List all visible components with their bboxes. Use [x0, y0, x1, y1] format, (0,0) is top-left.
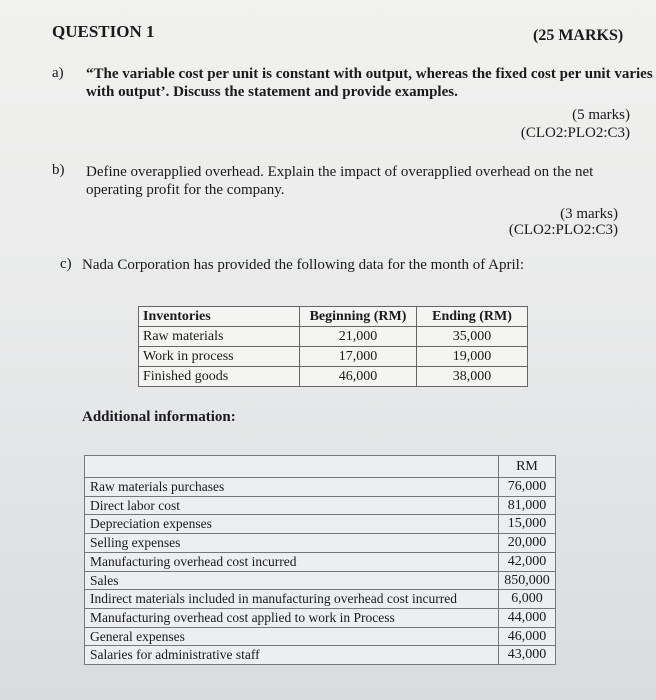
row-label: Work in process: [139, 347, 300, 367]
row-amount: 20,000: [499, 534, 556, 553]
part-b-label: b): [52, 162, 65, 178]
table-header-row: [139, 307, 528, 327]
table-row: [85, 478, 556, 497]
part-a-clo: (CLO2:PLO2:C3): [520, 125, 630, 141]
row-ending: 19,000: [417, 347, 528, 367]
row-amount: 6,000: [499, 590, 556, 609]
header-inventories: Inventories: [139, 307, 300, 327]
row-label: Sales: [85, 571, 499, 590]
row-label: Manufacturing overhead cost incurred: [85, 552, 499, 571]
row-amount: 15,000: [499, 515, 556, 534]
header-blank: [85, 456, 499, 478]
table-row: [85, 515, 556, 534]
row-beginning: 21,000: [300, 327, 417, 347]
table-row: [85, 627, 556, 646]
row-amount: 44,000: [499, 608, 556, 627]
row-amount: 76,000: [499, 478, 556, 497]
row-amount: 81,000: [499, 496, 556, 515]
table-row: [85, 534, 556, 553]
row-amount: 850,000: [499, 571, 556, 590]
part-a-label: a): [52, 65, 64, 81]
row-label: Depreciation expenses: [85, 515, 499, 534]
row-label: Salaries for administrative staff: [85, 646, 499, 665]
table-row: [85, 571, 556, 590]
table-row: [85, 552, 556, 571]
part-a-line1: “The variable cost per unit is constant with output, whereas the fixed cost per unit varies: [86, 66, 653, 82]
part-b-line1: Define overapplied overhead. Explain the impact of overapplied overhead on the net: [86, 164, 594, 180]
part-a-marks: (5 marks): [572, 107, 630, 123]
additional-info-heading: Additional information:: [82, 409, 236, 425]
row-ending: 35,000: [417, 327, 528, 347]
row-amount: 46,000: [499, 627, 556, 646]
table-row: [85, 496, 556, 515]
row-label: Selling expenses: [85, 534, 499, 553]
table-row: [85, 590, 556, 609]
table-row: [85, 646, 556, 665]
part-b-clo: (CLO2:PLO2:C3): [508, 222, 618, 238]
header-beginning: Beginning (RM): [300, 307, 417, 327]
row-label: Raw materials: [139, 327, 300, 347]
row-label: Manufacturing overhead cost applied to work in Process: [85, 608, 499, 627]
row-amount: 42,000: [499, 552, 556, 571]
part-a-line2: with output’. Discuss the statement and provide examples.: [86, 84, 458, 100]
part-c-label: c): [60, 256, 72, 272]
row-ending: 38,000: [417, 367, 528, 387]
table-header-row: [85, 456, 556, 478]
header-ending: Ending (RM): [417, 307, 528, 327]
question-title: QUESTION 1: [52, 22, 155, 41]
table-row: [139, 347, 528, 367]
part-c-text: Nada Corporation has provided the following data for the month of April:: [82, 257, 524, 273]
table-row: [85, 608, 556, 627]
row-beginning: 46,000: [300, 367, 417, 387]
header-currency: RM: [499, 456, 556, 478]
total-marks: (25 MARKS): [533, 27, 624, 44]
inventory-table: [138, 306, 528, 387]
row-label: Direct labor cost: [85, 496, 499, 515]
row-label: Finished goods: [139, 367, 300, 387]
part-b-line2: operating profit for the company.: [86, 182, 285, 198]
table-row: [139, 367, 528, 387]
row-label: Raw materials purchases: [85, 478, 499, 497]
row-beginning: 17,000: [300, 347, 417, 367]
additional-info-table: [84, 455, 556, 665]
row-amount: 43,000: [499, 646, 556, 665]
row-label: General expenses: [85, 627, 499, 646]
row-label: Indirect materials included in manufacturing overhead cost incurred: [85, 590, 499, 609]
part-b-marks: (3 marks): [560, 206, 618, 222]
table-row: [139, 327, 528, 347]
